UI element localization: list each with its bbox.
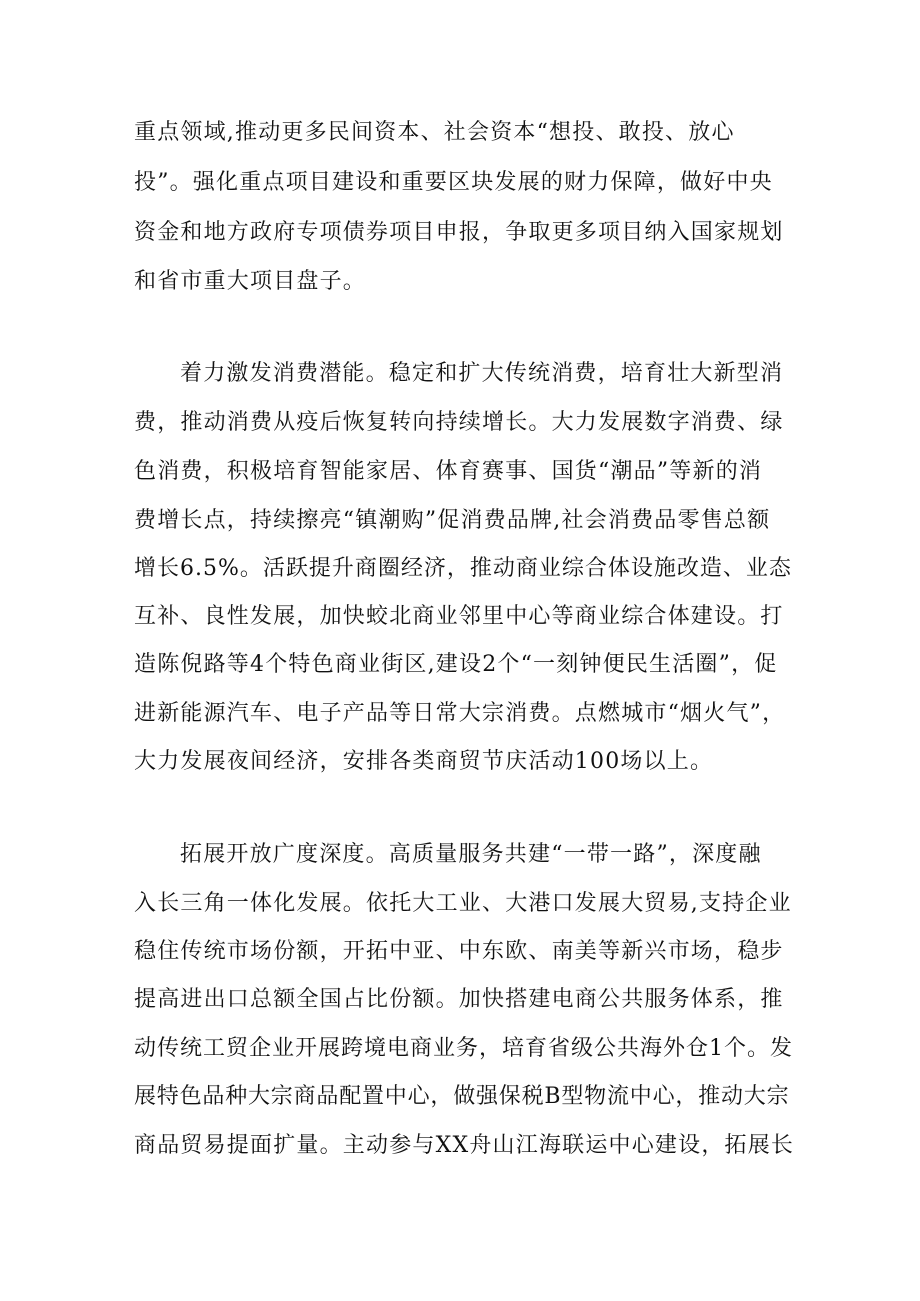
paragraph-investment-line-3: 资金和地方政府专项债券项目申报，争取更多项目纳入国家规划 xyxy=(134,220,784,245)
paragraph-consumption-line-6: 互补、良性发展，加快蛟北商业邻里中心等商业综合体建设。打 xyxy=(134,604,784,629)
paragraph-opening-up-line-3: 稳住传统市场份额，开拓中亚、中东欧、南美等新兴市场，稳步 xyxy=(134,939,784,964)
paragraph-consumption-line-3: 色消费，积极培育智能家居、体育赛事、国货“潮品”等新的消 xyxy=(134,459,763,484)
paragraph-consumption-line-1: 着力激发消费潜能。稳定和扩大传统消费，培育壮大新型消 xyxy=(180,361,784,386)
paragraph-opening-up-line-7: 商品贸易提面扩量。主动参与XX舟山江海联运中心建设，拓展长 xyxy=(134,1133,795,1158)
paragraph-consumption-line-8: 进新能源汽车、电子产品等日常大宗消费。点燃城市“烟火气”， xyxy=(134,701,786,726)
paragraph-opening-up-line-5: 动传统工贸企业开展跨境电商业务，培育省级公共海外仓1个。发 xyxy=(134,1036,793,1061)
paragraph-consumption-line-7: 造陈倪路等4个特色商业街区,建设2个“一刻钟便民生活圈”，促 xyxy=(134,652,778,677)
paragraph-consumption-line-2: 费，推动消费从疫后恢复转向持续增长。大力发展数字消费、绿 xyxy=(134,410,784,435)
paragraph-investment-line-1: 重点领域,推动更多民间资本、社会资本“想投、敢投、放心 xyxy=(134,120,735,145)
paragraph-consumption-line-5: 增长6.5%。活跃提升商圈经济，推动商业综合体设施改造、业态 xyxy=(134,556,792,581)
paragraph-opening-up-line-2: 入长三角一体化发展。依托大工业、大港口发展大贸易,支持企业 xyxy=(134,891,792,916)
paragraph-consumption-line-9: 大力发展夜间经济，安排各类商贸节庆活动100场以上。 xyxy=(134,749,714,774)
paragraph-investment-line-4: 和省市重大项目盘子。 xyxy=(134,269,367,294)
paragraph-investment-line-2: 投”。强化重点项目建设和重要区块发展的财力保障，做好中央 xyxy=(134,170,773,195)
paragraph-opening-up-line-4: 提高进出口总额全国占比份额。加快搭建电商公共服务体系，推 xyxy=(134,987,784,1012)
paragraph-opening-up-line-6: 展特色品种大宗商品配置中心，做强保税B型物流中心，推动大宗 xyxy=(134,1084,790,1109)
paragraph-consumption-line-4: 费增长点，持续擦亮“镇潮购”促消费品牌,社会消费品零售总额 xyxy=(134,508,771,533)
paragraph-opening-up-line-1: 拓展开放广度深度。高质量服务共建“一带一路”，深度融 xyxy=(180,842,762,867)
